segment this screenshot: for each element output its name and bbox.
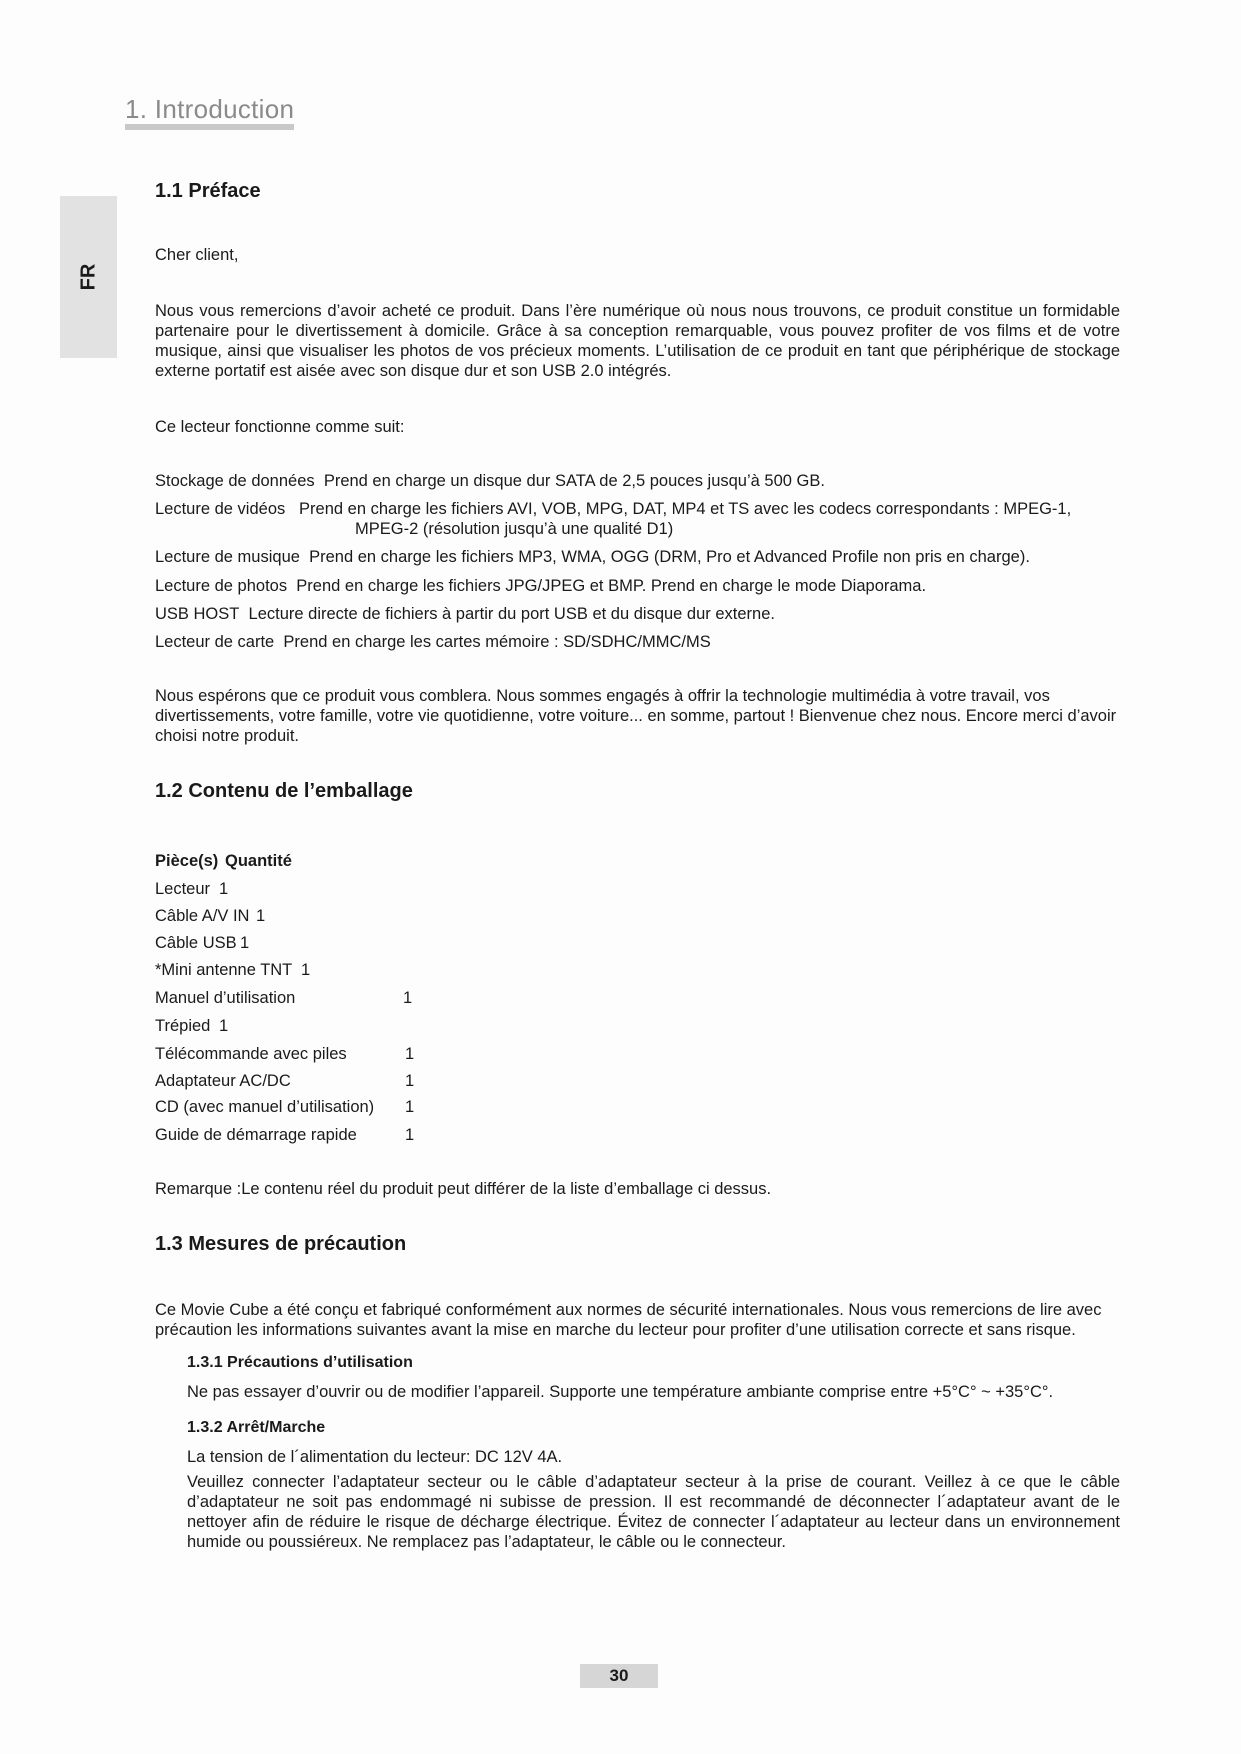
table-row <box>155 1071 455 1093</box>
subsection-heading-power: 1.3.2 Arrêt/Marche <box>187 1419 326 1436</box>
page-number: 30 <box>580 1664 658 1688</box>
power-paragraph: Veuillez connecter l’adaptateur secteur ou le câble d’adaptateur secteur à la prise de courant. Veillez à ce que le câble d’adaptateur ne soit pas endommagé ni subisse de pression. Il est recommandé de déconnecter l´adaptateur avant de le nettoyer afin de réduire le risque de décharge électrique. Évitez de connecter l´adaptateur au lecteur dans un environnement humide ou poussiéreux. Ne remplacez pas l’adaptateur, le câble ou le connecteur. <box>187 1473 1120 1551</box>
subsection-heading-usage: 1.3.1 Précautions d’utilisation <box>187 1354 413 1371</box>
item-name: *Mini antenne TNT <box>155 961 293 979</box>
feature-text: Prend en charge les fichiers MP3, WMA, OGG (DRM, Pro et Advanced Profile non pris en charge). <box>309 548 1030 566</box>
language-tab-label: FR <box>77 263 99 291</box>
table-row <box>155 1044 455 1066</box>
feature-text: MPEG-2 (résolution jusqu’à une qualité D1) <box>355 520 674 538</box>
works-intro: Ce lecteur fonctionne comme suit: <box>155 418 405 436</box>
table-row <box>155 1097 455 1119</box>
greeting: Cher client, <box>155 246 239 264</box>
item-quantity: 1 <box>240 934 250 952</box>
item-quantity: 1 <box>301 961 311 979</box>
table-row <box>155 1125 455 1147</box>
item-quantity: 1 <box>256 907 266 925</box>
item-name: CD (avec manuel d’utilisation) <box>155 1098 375 1116</box>
feature-text: Prend en charge les cartes mémoire : SD/SDHC/MMC/MS <box>283 633 711 651</box>
closing-paragraph: Nous espérons que ce produit vous comblera. Nous sommes engagés à offrir la technologie multimédia à votre travail, vos divertissements, votre famille, votre vie quotidienne, votre voiture... en somme, partout ! Bienvenue chez nous. Encore merci d’avoir choisi notre produit. <box>155 687 1117 745</box>
table-row <box>155 933 455 955</box>
feature-text: Prend en charge un disque dur SATA de 2,5 pouces jusqu’à 500 GB. <box>323 472 825 490</box>
section-heading-precautions: 1.3 Mesures de précaution <box>155 1233 407 1255</box>
feature-video-continued <box>355 519 1120 539</box>
item-name: Adaptateur AC/DC <box>155 1072 291 1090</box>
table-row <box>155 906 455 928</box>
item-quantity: 1 <box>405 1045 415 1063</box>
item-name: Guide de démarrage rapide <box>155 1126 357 1144</box>
feature-music <box>155 547 1120 567</box>
power-voltage-text: La tension de l´alimentation du lecteur: DC 12V 4A. <box>187 1448 563 1466</box>
section-heading-preface: 1.1 Préface <box>155 180 261 202</box>
item-name: Câble A/V IN <box>155 907 250 925</box>
item-name: Câble USB <box>155 934 237 952</box>
feature-label: Lecture de vidéos <box>155 500 286 518</box>
feature-text: Prend en charge les fichiers JPG/JPEG et BMP. Prend en charge le mode Diaporama. <box>296 577 927 595</box>
table-row <box>155 988 455 1010</box>
feature-text: Lecture directe de fichiers à partir du port USB et du disque dur externe. <box>248 605 775 623</box>
feature-card-reader <box>155 632 1120 652</box>
usage-text: Ne pas essayer d’ouvrir ou de modifier l’appareil. Supporte une température ambiante comprise entre +5°C° ~ +35°C°. <box>187 1383 1054 1401</box>
item-name: Télécommande avec piles <box>155 1045 347 1063</box>
feature-storage <box>155 471 1120 491</box>
feature-text: Prend en charge les fichiers AVI, VOB, MPG, DAT, MP4 et TS avec les codecs correspondants : MPEG-1, <box>299 500 1072 518</box>
item-quantity: 1 <box>403 989 413 1007</box>
item-quantity: 1 <box>219 1017 229 1035</box>
feature-photos <box>155 576 1120 596</box>
language-tab <box>60 196 117 358</box>
feature-label: Lecture de musique <box>155 548 300 566</box>
section-heading-package: 1.2 Contenu de l’emballage <box>155 780 413 802</box>
item-name: Trépied <box>155 1017 211 1035</box>
feature-video <box>155 499 1120 519</box>
item-quantity: 1 <box>405 1126 415 1144</box>
feature-label: Lecteur de carte <box>155 633 275 651</box>
preface-paragraph: Nous vous remercions d’avoir acheté ce produit. Dans l’ère numérique où nous nous trouvons, ce produit constitue un formidable partenaire pour le divertissement à domicile. Grâce à sa conception remarquable, vous pouvez profiter de vos films et de votre musique, ainsi que visualiser les photos de vos précieux moments. L’utilisation de ce produit en tant que périphérique de stockage externe portatif est aisée avec son disque dur et son USB 2.0 intégrés. <box>155 302 1120 380</box>
column-header-quantity: Quantité <box>225 852 292 870</box>
chapter-title: 1. Introduction <box>125 96 294 130</box>
precautions-intro: Ce Movie Cube a été conçu et fabriqué conformément aux normes de sécurité internationales. Nous vous remercions de lire avec précaution les informations suivantes avant la mise en marche du lecteur pour profiter d’une utilisation correcte et sans risque. <box>155 1301 1102 1339</box>
item-name: Lecteur <box>155 880 211 898</box>
table-row <box>155 960 455 982</box>
package-note: Remarque :Le contenu réel du produit peut différer de la liste d’emballage ci dessus. <box>155 1180 772 1198</box>
package-table-header <box>155 851 455 873</box>
item-name: Manuel d’utilisation <box>155 989 296 1007</box>
item-quantity: 1 <box>219 880 229 898</box>
table-row <box>155 1016 455 1038</box>
feature-label: Lecture de photos <box>155 577 288 595</box>
feature-usb-host <box>155 604 1120 624</box>
feature-label: USB HOST <box>155 605 240 623</box>
item-quantity: 1 <box>405 1072 415 1090</box>
feature-label: Stockage de données <box>155 472 315 490</box>
column-header-item: Pièce(s) <box>155 852 219 870</box>
item-quantity: 1 <box>405 1098 415 1116</box>
table-row <box>155 879 455 901</box>
